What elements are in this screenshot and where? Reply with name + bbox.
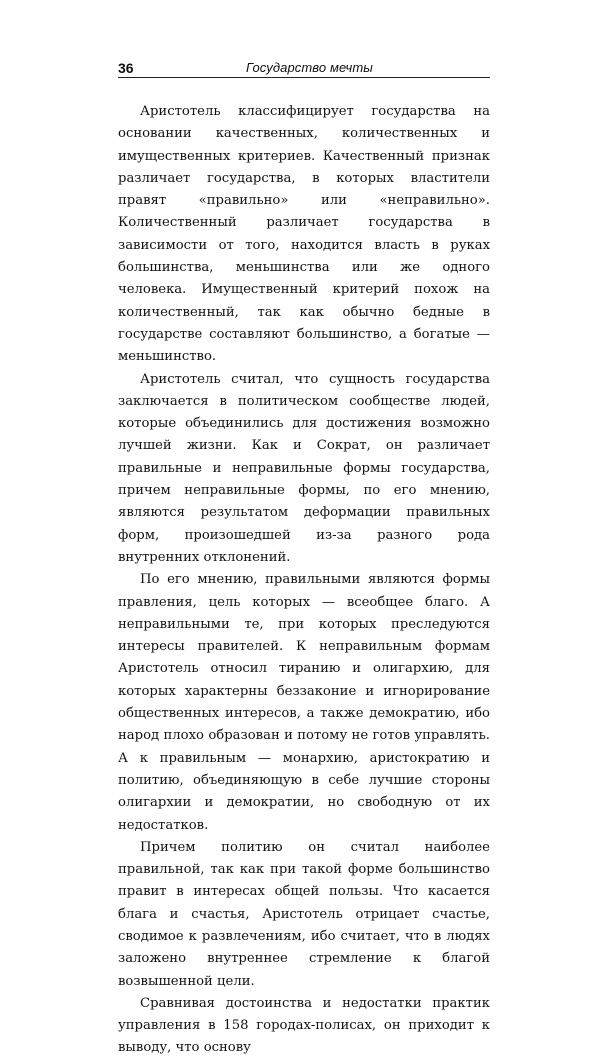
paragraph: По его мнению, правильными являются формы правления, цель которых — всеобщее благо. А неправильными те, при которых преследуются интересы правителей. К неправильным формам Аристотель относил тиранию и олигархию, для которых характерны беззаконие и игнорирование общественных интересов, а также демократию, ибо народ плохо образован и потому не готов управлять. А к правильным — монархию, аристократию и политию, объединяющую в себе лучшие стороны олигархии и демократии, но свободную от их недостатков. bbox=[118, 572, 490, 833]
page-header bbox=[118, 58, 490, 80]
paragraph: Аристотель классифицирует государства на основании качественных, количественных и имущественных критериев. Качественный признак различает государства, в которых властители правят «правильно» или «неправильно». Количественный различает государства в зависимости от того, находится власть в руках большинства, меньшинства или же одного человека. Имущественный критерий похож на количественный, так как обычно бедные в государстве составляют большинство, а богатые — меньшинство. bbox=[118, 104, 490, 365]
paragraph: Сравнивая достоинства и недостатки практик управления в 158 городах-полисах, он приходит к выводу, что основу bbox=[118, 995, 490, 1056]
paragraph: Аристотель считал, что сущность государства заключается в политическом сообществе людей, которые объединились для достижения возможно лучшей жизни. Как и Сократ, он различает правильные и неправильные формы государства, причем неправильные формы, по его мнению, являются результатом деформации правильных форм, произошедшей из-за разного рода внутренних отклонений. bbox=[118, 371, 490, 565]
header-rule bbox=[118, 77, 490, 78]
page-number: 36 bbox=[118, 60, 134, 76]
body-text bbox=[118, 101, 490, 1060]
paragraph: Причем политию он считал наиболее правильной, так как при такой форме большинство правит в интересах общей пользы. Что касается блага и счастья, Аристотель отрицает счастье, сводимое к развлечениям, ибо считает, что в людях заложено внутреннее стремление к благой возвышенной цели. bbox=[118, 839, 490, 989]
running-title: Государство мечты bbox=[246, 60, 373, 75]
